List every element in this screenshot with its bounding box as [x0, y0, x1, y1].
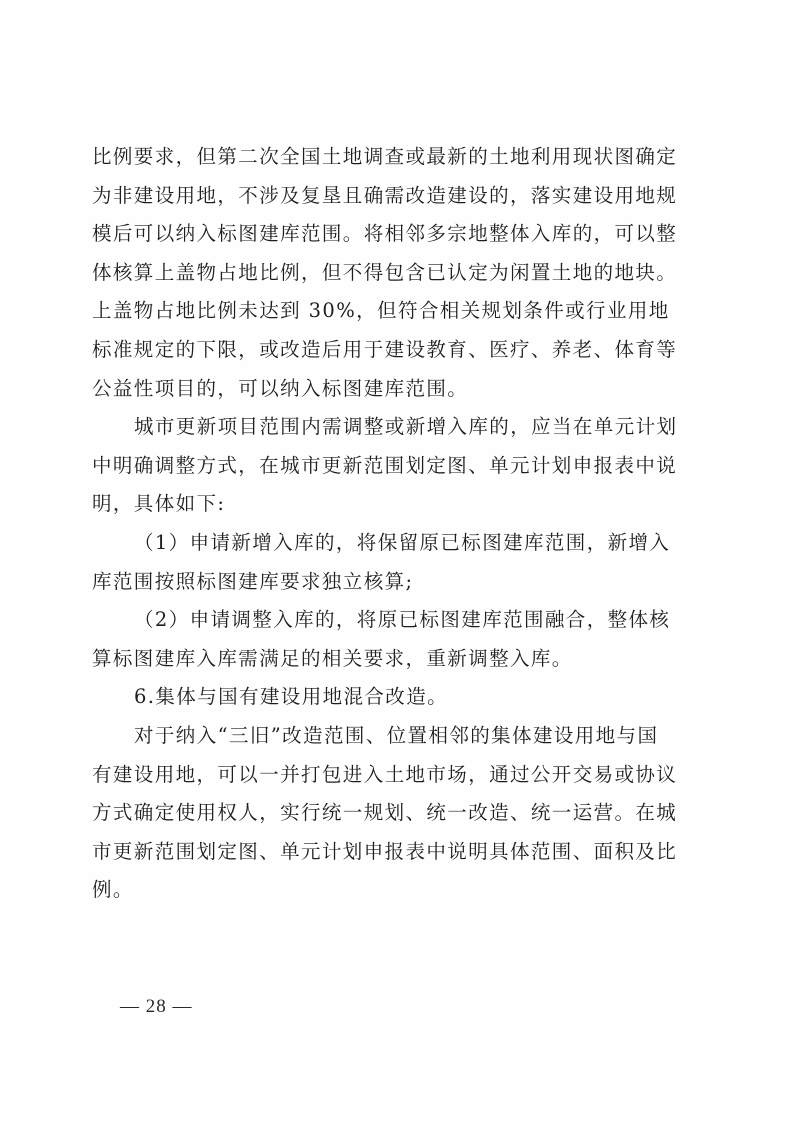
text-line: 标准规定的下限，或改造后用于建设教育、医疗、养老、体育等: [92, 337, 678, 361]
paragraph-start-line: 对于纳入“三旧”改造范围、位置相邻的集体建设用地与国: [134, 723, 659, 747]
text-line: 明，具体如下:: [92, 492, 226, 516]
text-line: 公益性项目的，可以纳入标图建库范围。: [92, 376, 469, 400]
text-line: 比例要求，但第二次全国土地调查或最新的土地利用现状图确定: [92, 145, 678, 168]
text-line: 上盖物占地比例未达到 30%，但符合相关规划条件或行业用地: [92, 299, 670, 323]
text-line: 例。: [92, 878, 134, 902]
text-line: 算标图建库入库需满足的相关要求，重新调整入库。: [92, 646, 573, 670]
text-line: 为非建设用地，不涉及复垦且确需改造建设的，落实建设用地规: [92, 183, 678, 207]
body-text: [92, 138, 684, 910]
text-line: 体核算上盖物占地比例，但不得包含已认定为闲置土地的地块。: [92, 260, 678, 284]
text-line: 中明确调整方式，在城市更新范围划定图、单元计划申报表中说: [92, 453, 678, 477]
list-item-1: （1）申请新增入库的，将保留原已标图建库范围，新增入: [134, 530, 671, 554]
text-line: 有建设用地，可以一并打包进入土地市场，通过公开交易或协议: [92, 762, 678, 786]
list-item-2: （2）申请调整入库的，将原已标图建库范围融合，整体核: [134, 608, 671, 632]
page-number: — 28 —: [120, 996, 193, 1017]
text-line: 市更新范围划定图、单元计划申报表中说明具体范围、面积及比: [92, 839, 678, 863]
section-heading: 6.集体与国有建设用地混合改造。: [134, 685, 449, 709]
text-line: 模后可以纳入标图建库范围。将相邻多宗地整体入库的，可以整: [92, 222, 678, 246]
text-line: 方式确定使用权人，实行统一规划、统一改造、统一运营。在城: [92, 801, 678, 825]
text-line: 库范围按照标图建库要求独立核算;: [92, 569, 414, 593]
paragraph-start-line: 城市更新项目范围内需调整或新增入库的，应当在单元计划: [134, 415, 678, 439]
